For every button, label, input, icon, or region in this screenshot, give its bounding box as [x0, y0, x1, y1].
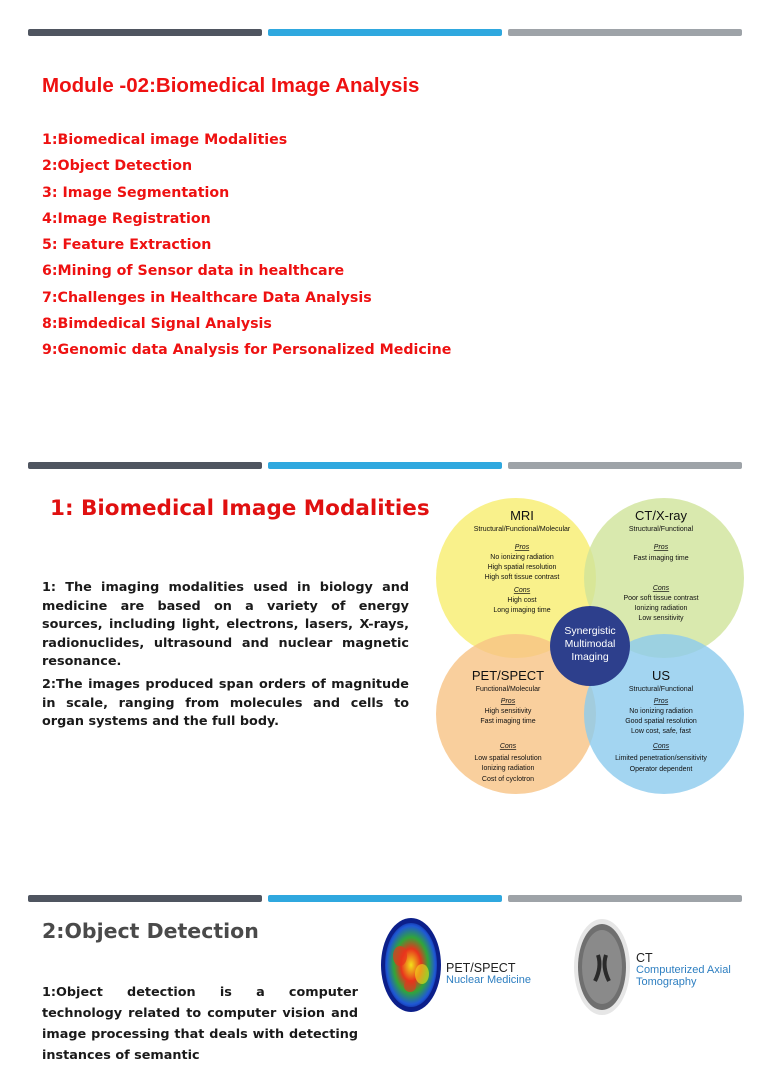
ct-scan-subtitle-line2: Tomography — [636, 976, 697, 988]
pet-subtitle: Functional/Molecular — [475, 686, 541, 693]
ct-scan-caption — [636, 952, 731, 988]
us-title: US — [651, 668, 671, 683]
topic-item: 2:Object Detection — [42, 158, 193, 175]
ct-cons-item: Poor soft tissue contrast — [623, 595, 699, 602]
mri-pros-label: Pros — [514, 544, 530, 551]
topic-item: 4:Image Registration — [42, 210, 211, 227]
us-pros-item: Good spatial resolution — [625, 718, 697, 725]
ct-pros-item: Fast imaging time — [633, 555, 689, 562]
divider-segment-gray — [508, 895, 742, 902]
pet-cons-item: Cost of cyclotron — [481, 776, 535, 783]
pet-brain-scan-image — [380, 916, 442, 1014]
divider-segment-gray — [508, 29, 742, 36]
us-subtitle: Structural/Functional — [628, 686, 694, 693]
object-detection-title: 2:Object Detection — [42, 919, 259, 943]
divider-segment-blue — [268, 462, 502, 469]
modalities-title: 1: Biomedical Image Modalities — [50, 496, 430, 521]
divider-segment-dark — [28, 462, 262, 469]
pet-scan-caption — [446, 962, 531, 986]
topic-item: 8:Bimdedical Signal Analysis — [42, 316, 272, 333]
center-label: Synergistic — [564, 625, 616, 637]
mri-cons-item: Long imaging time — [493, 607, 551, 614]
divider-segment-gray — [508, 462, 742, 469]
ct-pros-label: Pros — [653, 544, 669, 551]
topic-item: 6:Mining of Sensor data in healthcare — [42, 263, 345, 280]
mri-cons-label: Cons — [513, 587, 531, 594]
mri-pros-item: High soft tissue contrast — [484, 574, 560, 581]
divider-segment-blue — [268, 29, 502, 36]
module-topic-list — [42, 127, 451, 364]
pet-cons-label: Cons — [499, 743, 517, 750]
pet-scan-subtitle: Nuclear Medicine — [446, 974, 531, 986]
slide-2-divider — [28, 462, 742, 470]
modalities-paragraph-1: 1: The imaging modalities used in biology and medicine are based on a variety of energy sources, including light, electrons, lasers, X-rays, radionuclides, ultrasound and nuclear magnetic resonance. — [42, 580, 409, 669]
ct-cons-item: Ionizing radiation — [634, 605, 688, 612]
center-label: Multimodal — [564, 638, 616, 650]
ct-cons-item: Low sensitivity — [638, 615, 684, 622]
us-cons-item: Limited penetration/sensitivity — [615, 755, 707, 762]
us-pros-item: Low cost, safe, fast — [631, 728, 691, 735]
ct-brain-scan-image — [573, 917, 631, 1017]
topic-item: 9:Genomic data Analysis for Personalized Medicine — [42, 342, 452, 359]
divider-segment-dark — [28, 895, 262, 902]
topic-item: 3: Image Segmentation — [42, 184, 230, 201]
modalities-venn-diagram — [432, 494, 748, 800]
mri-pros-item: High spatial resolution — [487, 564, 557, 571]
us-pros-item: No ionizing radiation — [629, 708, 693, 715]
pet-cons-item: Low spatial resolution — [474, 755, 542, 762]
ct-scan-subtitle-line1: Computerized Axial — [636, 964, 731, 976]
center-label: Imaging — [571, 651, 609, 663]
pet-pros-label: Pros — [500, 698, 516, 705]
pet-pros-item: High sensitivity — [484, 708, 532, 715]
pet-pros-item: Fast imaging time — [480, 718, 536, 725]
pet-title: PET/SPECT — [471, 668, 545, 683]
topic-item: 1:Biomedical image Modalities — [42, 132, 288, 148]
ct-cons-label: Cons — [652, 585, 670, 592]
ct-scan-title: CT — [636, 951, 653, 965]
divider-segment-blue — [268, 895, 502, 902]
divider-segment-dark — [28, 29, 262, 36]
us-cons-item: Operator dependent — [629, 766, 693, 773]
ct-title: CT/X-ray — [635, 508, 687, 523]
pet-cons-item: Ionizing radiation — [481, 765, 535, 772]
object-detection-paragraph: 1:Object detection is a computer technology related to computer vision and image processing that deals with detecting instances of semantic — [42, 985, 358, 1063]
topic-item: 7:Challenges in Healthcare Data Analysis — [42, 289, 372, 306]
mri-title: MRI — [510, 508, 534, 523]
mri-cons-item: High cost — [507, 597, 537, 604]
mri-pros-item: No ionizing radiation — [490, 554, 554, 561]
pet-scan-title: PET/SPECT — [446, 961, 516, 975]
ct-subtitle: Structural/Functional — [628, 526, 694, 533]
module-title: Module -02:Biomedical Image Analysis — [42, 74, 420, 97]
us-cons-label: Cons — [652, 743, 670, 750]
modalities-paragraph-2: 2:The images produced span orders of magnitude in scale, ranging from molecules and cells to organ systems and the full body. — [42, 677, 409, 729]
slide-1-divider — [28, 29, 742, 37]
topic-item: 5: Feature Extraction — [42, 237, 212, 254]
slide-3-divider — [28, 895, 742, 903]
us-pros-label: Pros — [653, 698, 669, 705]
mri-subtitle: Structural/Functional/Molecular — [473, 526, 571, 533]
